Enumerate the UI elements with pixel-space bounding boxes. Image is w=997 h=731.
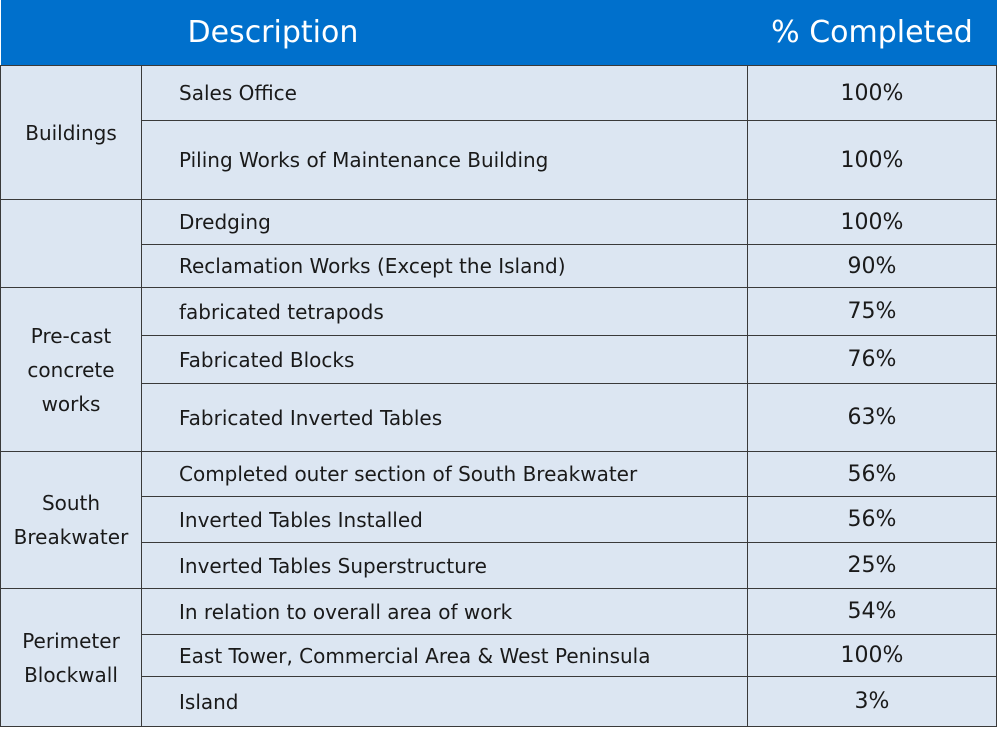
item-percent: 100% [748,66,997,121]
header-row [1,0,997,66]
item-percent: 100% [748,200,997,245]
item-percent: 76% [748,336,997,384]
item-description: fabricated tetrapods [142,288,748,336]
table-row [1,543,997,589]
header-description: Description [142,0,748,66]
item-percent: 75% [748,288,997,336]
item-description: Completed outer section of South Breakwater [142,452,748,497]
item-description: In relation to overall area of work [142,589,748,635]
table-row [1,589,997,635]
table-row [1,635,997,677]
item-percent: 25% [748,543,997,589]
item-percent: 100% [748,635,997,677]
table-row [1,66,997,121]
item-description: Inverted Tables Superstructure [142,543,748,589]
item-percent: 54% [748,589,997,635]
group-label-precast: Pre-cast concrete works [1,288,142,452]
item-description: Piling Works of Maintenance Building [142,121,748,200]
table-row [1,336,997,384]
item-description: Sales Office [142,66,748,121]
item-percent: 3% [748,677,997,727]
table-row [1,288,997,336]
table-row [1,245,997,288]
item-percent: 56% [748,452,997,497]
group-label-buildings: Buildings [1,66,142,200]
item-description: Island [142,677,748,727]
item-description: Dredging [142,200,748,245]
group-label-perimeter-blockwall: Perimeter Blockwall [1,589,142,727]
table-row [1,200,997,245]
table-row [1,121,997,200]
item-percent: 100% [748,121,997,200]
item-description: East Tower, Commercial Area & West Peninsula [142,635,748,677]
item-percent: 63% [748,384,997,452]
table-row [1,497,997,543]
table-row [1,452,997,497]
item-description: Fabricated Inverted Tables [142,384,748,452]
item-description: Reclamation Works (Except the Island) [142,245,748,288]
item-description: Fabricated Blocks [142,336,748,384]
table-row [1,677,997,727]
item-percent: 90% [748,245,997,288]
header-percent-completed: % Completed [748,0,997,66]
table-row [1,384,997,452]
item-percent: 56% [748,497,997,543]
header-empty-cell [1,0,142,66]
group-label-south-breakwater: South Breakwater [1,452,142,589]
item-description: Inverted Tables Installed [142,497,748,543]
group-label-empty [1,200,142,288]
